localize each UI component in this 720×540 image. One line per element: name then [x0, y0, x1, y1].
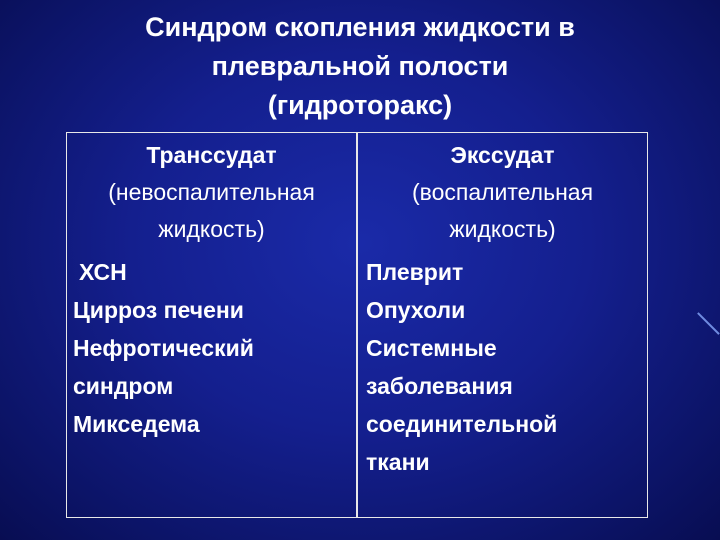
transudate-heading: Транссудат: [146, 142, 277, 168]
list-item: Системные: [366, 335, 497, 361]
title-line-1: Синдром скопления жидкости в: [145, 12, 575, 42]
exudate-list: [366, 253, 557, 481]
exudate-column: [358, 133, 647, 517]
slide-title: [60, 8, 660, 125]
list-item: синдром: [73, 373, 174, 399]
list-item: ткани: [366, 449, 430, 475]
title-line-3: (гидроторакс): [267, 90, 453, 120]
comparison-table: [66, 132, 648, 518]
exudate-subheading-line-1: (воспалительная: [411, 179, 594, 205]
list-item: соединительной: [366, 411, 558, 437]
transudate-list: [73, 253, 254, 443]
list-item: Плеврит: [366, 259, 464, 285]
list-item: ХСН: [79, 259, 127, 285]
list-item: Опухоли: [366, 297, 466, 323]
exudate-heading: Экссудат: [450, 142, 555, 168]
title-line-2: плевральной полости: [211, 51, 509, 81]
transudate-subheading-line-2: жидкость): [158, 216, 265, 242]
list-item: Нефротический: [73, 335, 254, 361]
exudate-subheading-line-2: жидкость): [449, 216, 556, 242]
list-item: Цирроз печени: [73, 297, 244, 323]
transudate-column: [67, 133, 356, 517]
exudate-header: [358, 133, 647, 248]
list-item: заболевания: [366, 373, 513, 399]
list-item: Микседема: [73, 411, 200, 437]
transudate-subheading-line-1: (невоспалительная: [108, 179, 315, 205]
transudate-header: [67, 133, 356, 248]
decorative-line: [697, 312, 719, 334]
